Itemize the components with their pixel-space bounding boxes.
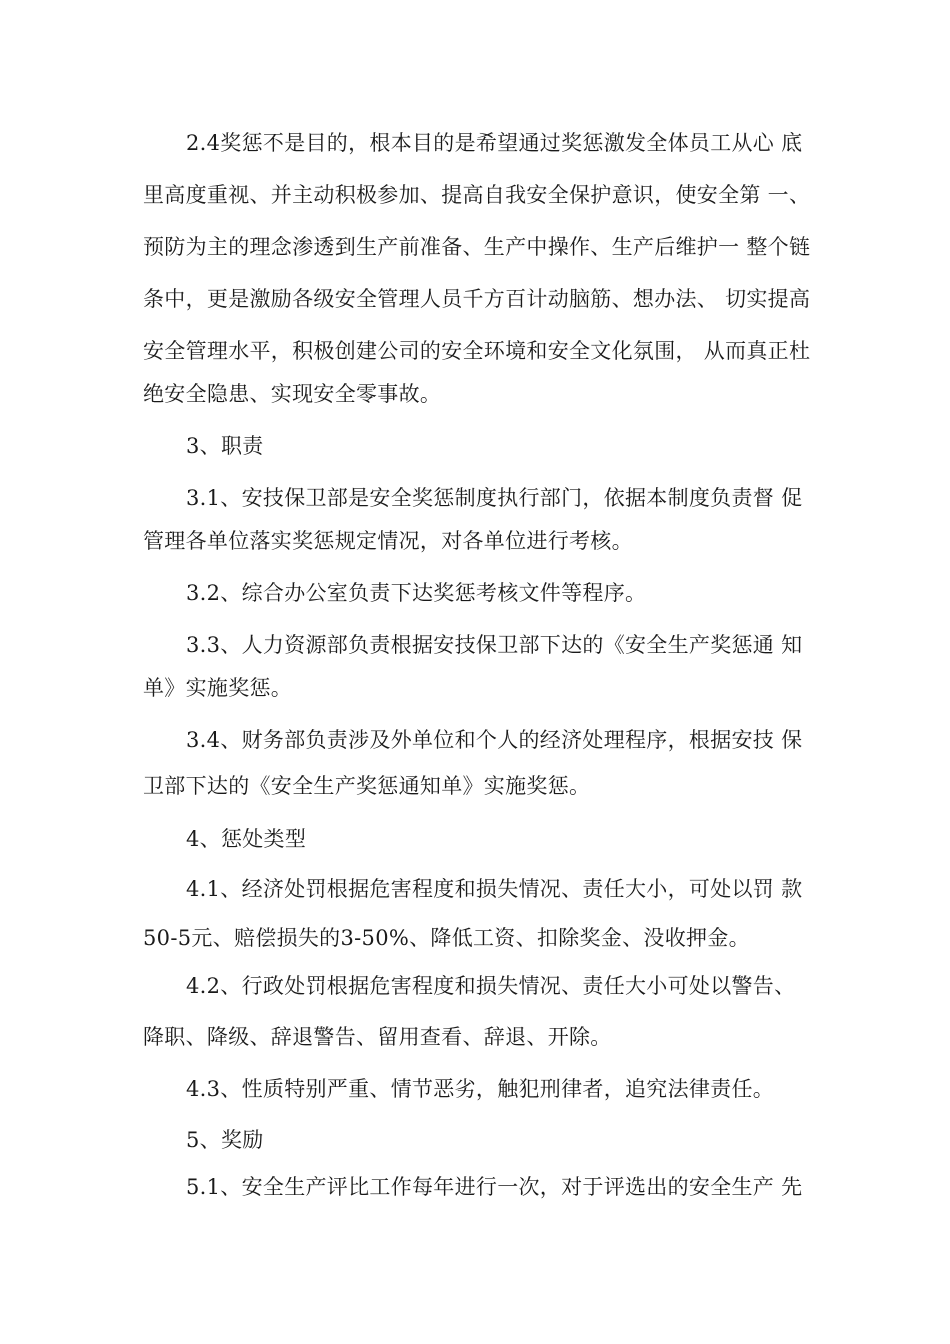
text-line: 里高度重视、并主动积极参加、提高自我安全保护意识，使安全第 一、 [143, 183, 811, 207]
text-line: 3.3、人力资源部负责根据安技保卫部下达的《安全生产奖惩通 知 [186, 633, 803, 657]
text-line: 预防为主的理念渗透到生产前准备、生产中操作、生产后维护一 整个链 [143, 235, 811, 259]
text-line: 绝安全隐患、实现安全零事故。 [143, 382, 442, 406]
text-line: 3.2、综合办公室负责下达奖惩考核文件等程序。 [186, 581, 647, 605]
text-line: 4.2、行政处罚根据危害程度和损失情况、责任大小可处以警告、 [186, 974, 796, 998]
text-line: 3.4、财务部负责涉及外单位和个人的经济处理程序，根据安技 保 [186, 728, 803, 752]
section-heading: 4、惩处类型 [186, 827, 307, 851]
section-heading: 3、职责 [186, 434, 264, 458]
text-line: 安全管理水平，积极创建公司的安全环境和安全文化氛围， 从而真正杜 [143, 339, 811, 363]
text-line: 2.4奖惩不是目的，根本目的是希望通过奖惩激发全体员工从心 底 [186, 131, 803, 155]
text-line: 管理各单位落实奖惩规定情况，对各单位进行考核。 [143, 529, 633, 553]
text-line: 单》实施奖惩。 [143, 676, 293, 700]
section-heading: 5、奖励 [186, 1128, 264, 1152]
text-line: 4.3、性质特别严重、情节恶劣，触犯刑律者，追究法律责任。 [186, 1077, 775, 1101]
text-line: 5.1、安全生产评比工作每年进行一次，对于评选出的安全生产 先 [186, 1175, 803, 1199]
text-line: 降职、降级、辞退警告、留用查看、辞退、开除。 [143, 1025, 612, 1049]
text-line: 4.1、经济处罚根据危害程度和损失情况、责任大小，可处以罚 款 [186, 877, 803, 901]
text-line: 50-5元、赔偿损失的3-50%、降低工资、扣除奖金、没收押金。 [143, 926, 750, 950]
text-line: 卫部下达的《安全生产奖惩通知单》实施奖惩。 [143, 774, 591, 798]
text-line: 条中，更是激励各级安全管理人员千方百计动脑筋、想办法、 切实提高 [143, 287, 811, 311]
text-line: 3.1、安技保卫部是安全奖惩制度执行部门，依据本制度负责督 促 [186, 486, 803, 510]
